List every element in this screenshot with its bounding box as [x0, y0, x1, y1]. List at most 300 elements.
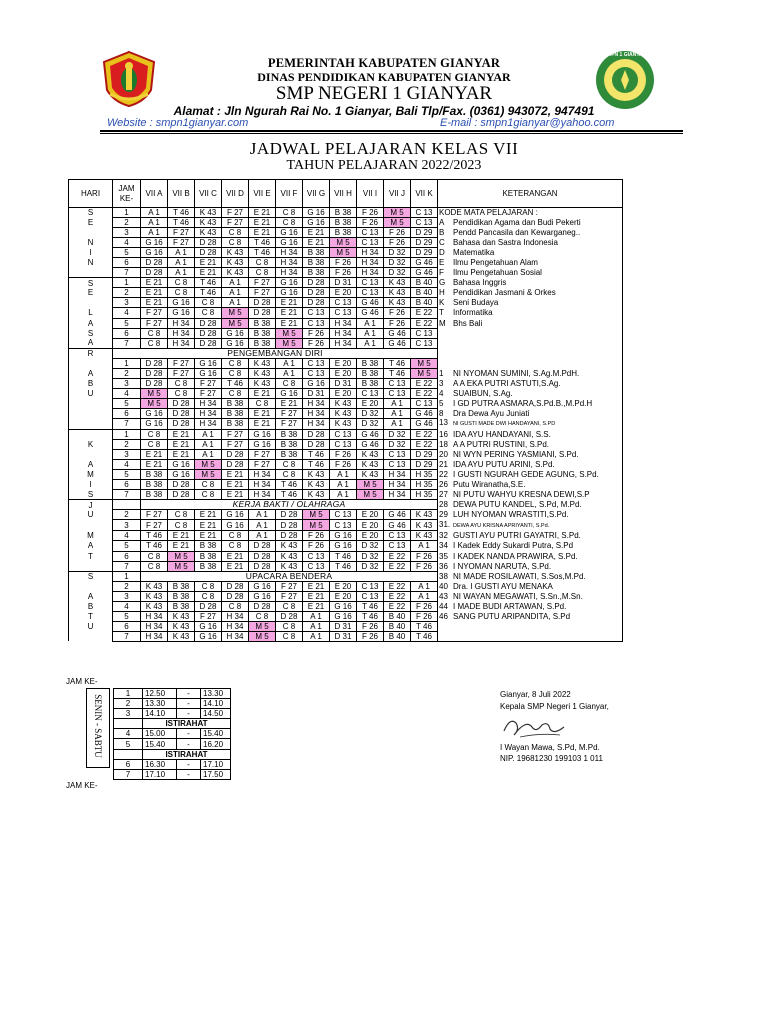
keterangan-text: Pendidikan Agama dan Budi Pekerti — [453, 218, 581, 228]
subject-cell: G 16 — [222, 338, 249, 348]
subject-cell: K 43 — [411, 510, 438, 520]
subject-cell: M 5 — [222, 308, 249, 318]
subject-cell: E 22 — [411, 388, 438, 398]
subject-cell: E 21 — [276, 318, 303, 328]
subject-cell: E 20 — [330, 288, 357, 298]
jam-cell: 4 — [113, 308, 141, 318]
time-dash: - — [177, 729, 201, 739]
subject-cell: D 29 — [411, 460, 438, 470]
subject-cell: G 16 — [195, 358, 222, 368]
subject-cell: E 20 — [357, 531, 384, 541]
subject-cell: C 13 — [330, 298, 357, 308]
time-dash: - — [177, 709, 201, 719]
subject-cell: F 26 — [303, 338, 330, 348]
document-subtitle: TAHUN PELAJARAN 2022/2023 — [286, 158, 482, 173]
subject-cell: C 8 — [222, 238, 249, 248]
subject-cell: K 43 — [168, 631, 195, 641]
subject-cell: C 8 — [168, 510, 195, 520]
subject-cell: C 13 — [303, 358, 330, 368]
subject-cell: C 13 — [303, 368, 330, 378]
subject-cell: A 1 — [303, 611, 330, 621]
keterangan-code: 18 — [439, 440, 448, 450]
subject-cell: E 20 — [357, 520, 384, 531]
subject-cell: G 16 — [168, 470, 195, 480]
school-address: Alamat : Jln Ngurah Rai No. 1 Gianyar, Bali Tlp/Fax. (0361) 943072, 947491 — [173, 104, 595, 118]
keterangan-text: Pendidikan Jasmani & Orkes — [453, 288, 556, 298]
table-row — [69, 591, 623, 601]
subject-cell: T 46 — [330, 561, 357, 571]
subject-cell: C 13 — [303, 308, 330, 318]
subject-cell: K 43 — [411, 520, 438, 531]
sign-place-date: Gianyar, 8 Juli 2022 — [500, 690, 571, 699]
subject-cell: E 21 — [168, 450, 195, 460]
table-row — [69, 208, 623, 218]
subject-cell: B 38 — [276, 450, 303, 460]
hari-letter — [69, 561, 113, 571]
subject-cell: C 13 — [330, 429, 357, 439]
subject-cell: K 43 — [249, 378, 276, 388]
keterangan-cell — [438, 358, 623, 368]
subject-cell: D 28 — [168, 418, 195, 429]
subject-cell: C 8 — [276, 631, 303, 641]
keterangan-text: NI PUTU WAHYU KRESNA DEWI,S.P — [453, 490, 590, 500]
subject-cell: F 26 — [357, 631, 384, 641]
subject-cell: D 28 — [249, 551, 276, 561]
subject-cell: E 20 — [330, 358, 357, 368]
subject-cell: C 13 — [330, 440, 357, 450]
keterangan-text: Putu Wiranatha,S.E. — [453, 480, 526, 490]
hari-letter — [69, 520, 113, 531]
subject-cell: T 46 — [357, 601, 384, 611]
jam-cell: 7 — [113, 631, 141, 641]
subject-cell: H 34 — [141, 611, 168, 621]
subject-cell: A 1 — [357, 338, 384, 348]
sign-role: Kepala SMP Negeri 1 Gianyar, — [500, 702, 609, 711]
keterangan-code: 40 — [439, 581, 448, 591]
time-end: 15.40 — [201, 729, 231, 739]
subject-cell: D 31 — [330, 278, 357, 288]
subject-cell: G 16 — [249, 591, 276, 601]
jam-cell: 1 — [113, 429, 141, 439]
time-start: 15.00 — [143, 729, 177, 739]
hari-letter: A — [69, 591, 113, 601]
subject-cell: C 13 — [303, 551, 330, 561]
subject-cell: C 13 — [357, 238, 384, 248]
keterangan-text: Bahasa Inggris — [453, 278, 507, 288]
jam-cell: 3 — [113, 378, 141, 388]
subject-cell: K 43 — [357, 470, 384, 480]
keterangan-cell — [438, 551, 623, 561]
keterangan-text: Dra Dewa Ayu Juniati — [453, 408, 530, 418]
subject-cell: M 5 — [249, 631, 276, 641]
subject-cell: M 5 — [195, 470, 222, 480]
subject-cell: C 8 — [276, 470, 303, 480]
subject-cell: G 46 — [357, 440, 384, 450]
subject-cell: D 28 — [222, 460, 249, 470]
subject-cell: D 28 — [276, 510, 303, 520]
subject-cell: A 1 — [222, 278, 249, 288]
keterangan-cell — [438, 408, 623, 418]
subject-cell: F 26 — [303, 531, 330, 541]
table-row — [69, 358, 623, 368]
jam-cell: 4 — [113, 601, 141, 611]
subject-cell: G 16 — [249, 440, 276, 450]
header-line-1: PEMERINTAH KABUPATEN GIANYAR — [267, 56, 501, 70]
subject-cell: D 28 — [141, 368, 168, 378]
subject-cell: A 1 — [330, 480, 357, 490]
subject-cell: H 34 — [357, 268, 384, 278]
subject-cell: G 16 — [222, 510, 249, 520]
table-row — [69, 298, 623, 308]
keterangan-text: Dra. I GUSTI AYU MENAKA — [453, 581, 553, 591]
subject-cell: B 38 — [357, 368, 384, 378]
subject-cell: E 21 — [141, 288, 168, 298]
subject-cell: D 32 — [357, 418, 384, 429]
subject-cell: F 27 — [222, 440, 249, 450]
subject-cell: E 21 — [141, 298, 168, 308]
keterangan-cell — [438, 621, 623, 631]
keterangan-cell — [438, 218, 623, 228]
subject-cell: D 31 — [330, 621, 357, 631]
table-row — [69, 551, 623, 561]
subject-cell: B 40 — [411, 298, 438, 308]
subject-cell: G 16 — [303, 218, 330, 228]
jam-cell — [113, 500, 141, 510]
subject-cell: K 43 — [384, 278, 411, 288]
subject-cell: E 21 — [195, 258, 222, 268]
time-table — [113, 688, 231, 780]
keterangan-code: G — [439, 278, 446, 288]
subject-cell: H 34 — [141, 621, 168, 631]
keterangan-cell — [438, 288, 623, 298]
subject-cell: E 22 — [411, 429, 438, 439]
subject-cell: T 46 — [357, 611, 384, 621]
subject-cell: D 28 — [168, 408, 195, 418]
subject-cell: A 1 — [141, 208, 168, 218]
hari-letter — [69, 298, 113, 308]
subject-cell: A 1 — [168, 248, 195, 258]
subject-cell: A 1 — [384, 398, 411, 408]
subject-cell: D 31 — [330, 631, 357, 641]
subject-cell: C 8 — [276, 460, 303, 470]
subject-cell: A 1 — [141, 228, 168, 238]
subject-cell: C 13 — [384, 378, 411, 388]
subject-cell: F 26 — [303, 541, 330, 551]
subject-cell: B 40 — [384, 631, 411, 641]
header-class: VII C — [195, 180, 222, 208]
keterangan-cell — [438, 601, 623, 611]
subject-cell: H 34 — [276, 268, 303, 278]
subject-cell: D 28 — [276, 531, 303, 541]
keterangan-cell — [438, 480, 623, 490]
subject-cell: K 43 — [357, 450, 384, 460]
hari-letter: T — [69, 551, 113, 561]
subject-cell: F 27 — [195, 611, 222, 621]
subject-cell: H 34 — [330, 318, 357, 328]
jam-cell: 6 — [113, 621, 141, 631]
jam-cell: 6 — [113, 480, 141, 490]
subject-cell: G 16 — [276, 238, 303, 248]
keterangan-text: Informatika — [453, 308, 493, 318]
subject-cell: D 32 — [357, 561, 384, 571]
keterangan-text: I Kadek Eddy Sukardi Putra, S.Pd — [453, 541, 574, 551]
keterangan-text: NI MADE ROSILAWATI, S.Sos,M.Pd. — [453, 571, 586, 581]
subject-cell: T 46 — [222, 378, 249, 388]
subject-cell: K 43 — [168, 621, 195, 631]
website-link[interactable]: Website : smpn1gianyar.com — [107, 117, 249, 129]
keterangan-text: NI WAYAN MEGAWATI, S.Sn.,M.Sn. — [453, 591, 583, 601]
time-end: 16.20 — [201, 739, 231, 749]
subject-cell: M 5 — [330, 238, 357, 248]
subject-cell: G 16 — [168, 298, 195, 308]
jam-cell: 5 — [113, 470, 141, 480]
subject-cell: B 38 — [195, 541, 222, 551]
subject-cell: E 21 — [222, 480, 249, 490]
time-row — [114, 729, 231, 739]
keterangan-text: LUH NYOMAN WRASTITI,S.Pd. — [453, 510, 569, 520]
subject-cell: C 13 — [357, 288, 384, 298]
jam-cell: 7 — [113, 268, 141, 278]
subject-cell: G 46 — [411, 408, 438, 418]
hari-letter: K — [69, 440, 113, 450]
subject-cell: D 28 — [249, 601, 276, 611]
keterangan-cell — [438, 429, 623, 439]
keterangan-cell — [438, 248, 623, 258]
subject-cell: K 43 — [303, 480, 330, 490]
subject-cell: F 26 — [357, 621, 384, 631]
hari-letter: U — [69, 388, 113, 398]
subject-cell: F 26 — [384, 228, 411, 238]
keterangan-code: T — [439, 308, 444, 318]
hari-letter: A — [69, 541, 113, 551]
subject-cell: F 26 — [384, 318, 411, 328]
subject-cell: H 34 — [195, 398, 222, 408]
keterangan-cell — [438, 450, 623, 460]
jam-cell: 1 — [113, 208, 141, 218]
time-no: 6 — [114, 759, 143, 769]
table-row — [69, 288, 623, 298]
email-link[interactable]: E-mail : smpn1gianyar@yahoo.com — [440, 117, 615, 129]
table-row — [69, 248, 623, 258]
time-end: 14.10 — [201, 699, 231, 709]
keterangan-code: 44 — [439, 601, 448, 611]
keterangan-cell — [438, 520, 623, 531]
subject-cell: E 22 — [384, 561, 411, 571]
header-hari: HARI — [69, 180, 113, 208]
keterangan-code: 29 — [439, 510, 448, 520]
keterangan-cell — [438, 440, 623, 450]
table-row — [69, 238, 623, 248]
keterangan-cell — [438, 378, 623, 388]
subject-cell: A 1 — [222, 288, 249, 298]
time-end: 13.30 — [201, 689, 231, 699]
time-no: 3 — [114, 709, 143, 719]
subject-cell: D 32 — [357, 551, 384, 561]
subject-cell: G 16 — [222, 520, 249, 531]
keterangan-text: NI WYN PERING YASMIANI, S.Pd. — [453, 450, 579, 460]
subject-cell: D 28 — [195, 601, 222, 611]
keterangan-code: 21 — [439, 460, 448, 470]
jam-cell: 4 — [113, 531, 141, 541]
keterangan-code: A — [439, 218, 445, 228]
subject-cell: A 1 — [411, 591, 438, 601]
subject-cell: E 21 — [222, 551, 249, 561]
hari-letter: S — [69, 490, 113, 500]
table-row — [69, 258, 623, 268]
subject-cell: B 38 — [303, 268, 330, 278]
keterangan-code: 31. — [439, 519, 451, 529]
subject-cell: D 28 — [303, 440, 330, 450]
hari-letter: U — [69, 510, 113, 520]
subject-cell: G 16 — [330, 541, 357, 551]
table-row — [69, 611, 623, 621]
hari-letter: U — [69, 621, 113, 631]
subject-cell: B 38 — [330, 218, 357, 228]
subject-cell: M 5 — [168, 561, 195, 571]
table-row — [69, 368, 623, 378]
hari-letter — [69, 581, 113, 591]
subject-cell: K 43 — [249, 358, 276, 368]
header-rule — [100, 130, 683, 132]
span-activity: UPACARA BENDERA — [141, 571, 438, 581]
table-row — [69, 378, 623, 388]
hari-letter: T — [69, 611, 113, 621]
subject-cell: A 1 — [195, 450, 222, 460]
subject-cell: D 31 — [303, 388, 330, 398]
jam-cell: 2 — [113, 581, 141, 591]
sign-name: I Wayan Mawa, S.Pd, M.Pd. — [500, 743, 600, 752]
keterangan-code: 5 — [439, 398, 444, 408]
subject-cell: H 34 — [222, 631, 249, 641]
keterangan-code: 3 — [439, 378, 444, 388]
subject-cell: B 40 — [411, 278, 438, 288]
time-start: 14.10 — [143, 709, 177, 719]
subject-cell: F 26 — [330, 450, 357, 460]
keterangan-text: Bahasa dan Sastra Indonesia — [453, 238, 558, 248]
subject-cell: T 46 — [330, 551, 357, 561]
subject-cell: F 26 — [357, 208, 384, 218]
jam-cell: 5 — [113, 248, 141, 258]
keterangan-code: D — [439, 248, 445, 258]
subject-cell: C 13 — [411, 328, 438, 338]
time-row — [114, 699, 231, 709]
subject-cell: C 13 — [357, 278, 384, 288]
subject-cell: D 28 — [195, 338, 222, 348]
subject-cell: D 29 — [411, 450, 438, 460]
subject-cell: C 13 — [303, 561, 330, 571]
time-start: 13.30 — [143, 699, 177, 709]
keterangan-cell — [438, 268, 623, 278]
subject-cell: H 35 — [411, 480, 438, 490]
subject-cell: A 1 — [303, 631, 330, 641]
subject-cell: C 8 — [276, 218, 303, 228]
subject-cell: F 27 — [168, 358, 195, 368]
subject-cell: A 1 — [249, 531, 276, 541]
subject-cell: D 32 — [384, 440, 411, 450]
jam-cell: 2 — [113, 510, 141, 520]
subject-cell: D 28 — [303, 278, 330, 288]
header-keterangan: KETERANGAN — [438, 180, 623, 208]
subject-cell: H 34 — [249, 470, 276, 480]
jam-cell: 5 — [113, 398, 141, 408]
hari-letter — [69, 450, 113, 460]
subject-cell: D 28 — [249, 298, 276, 308]
subject-cell: G 16 — [276, 388, 303, 398]
time-row — [114, 719, 231, 729]
hari-letter: E — [69, 218, 113, 228]
header-jam: JAM KE- — [113, 180, 141, 208]
hari-letter: A — [69, 338, 113, 348]
hari-letter: S — [69, 328, 113, 338]
table-row — [69, 318, 623, 328]
subject-cell: C 8 — [195, 308, 222, 318]
subject-cell: A 1 — [141, 218, 168, 228]
hari-letter: S — [69, 278, 113, 288]
subject-cell: C 8 — [141, 551, 168, 561]
subject-cell: B 38 — [222, 408, 249, 418]
sign-nip: NIP. 19681230 199103 1 011 — [500, 754, 603, 763]
table-row — [69, 541, 623, 551]
senin-sabtu-label — [86, 688, 110, 768]
subject-cell: E 20 — [330, 581, 357, 591]
header-class: VII A — [141, 180, 168, 208]
keterangan-text: NI GUSTI MADE DWI HANDAYANI, S.PD — [453, 421, 556, 428]
time-end: 17.10 — [201, 759, 231, 769]
subject-cell: C 8 — [141, 328, 168, 338]
jam-cell: 5 — [113, 611, 141, 621]
subject-cell: G 16 — [141, 408, 168, 418]
subject-cell: E 20 — [330, 368, 357, 378]
keterangan-code: 13 — [439, 418, 448, 428]
subject-cell: C 13 — [303, 318, 330, 328]
subject-cell: D 28 — [303, 288, 330, 298]
subject-cell: T 46 — [141, 531, 168, 541]
header-line-2: DINAS PENDIDIKAN KABUPATEN GIANYAR — [257, 70, 511, 84]
time-no: 7 — [114, 769, 143, 779]
subject-cell: D 32 — [357, 408, 384, 418]
subject-cell: D 28 — [168, 480, 195, 490]
table-row — [69, 418, 623, 429]
keterangan-cell — [438, 208, 623, 218]
subject-cell: M 5 — [330, 248, 357, 258]
subject-cell: E 21 — [276, 398, 303, 408]
subject-cell: C 8 — [141, 440, 168, 450]
time-row — [114, 709, 231, 719]
subject-cell: G 46 — [357, 308, 384, 318]
subject-cell: H 34 — [384, 470, 411, 480]
subject-cell: C 8 — [222, 358, 249, 368]
keterangan-cell — [438, 308, 623, 318]
keterangan-cell — [438, 571, 623, 581]
subject-cell: F 27 — [276, 581, 303, 591]
time-start: 15.40 — [143, 739, 177, 749]
subject-cell: D 28 — [249, 541, 276, 551]
keterangan-text: SANG PUTU ARIPANDITA, S.Pd — [453, 611, 571, 621]
subject-cell: C 13 — [330, 510, 357, 520]
subject-cell: K 43 — [276, 551, 303, 561]
hari-letter: I — [69, 248, 113, 258]
subject-cell: C 8 — [168, 278, 195, 288]
subject-cell: C 8 — [249, 268, 276, 278]
document-title: JADWAL PELAJARAN KELAS VII — [249, 139, 519, 158]
subject-cell: E 21 — [141, 450, 168, 460]
subject-cell: G 46 — [411, 258, 438, 268]
time-dash: - — [177, 739, 201, 749]
subject-cell: M 5 — [357, 480, 384, 490]
subject-cell: G 16 — [195, 621, 222, 631]
subject-cell: T 46 — [249, 238, 276, 248]
keterangan-cell — [438, 318, 623, 328]
